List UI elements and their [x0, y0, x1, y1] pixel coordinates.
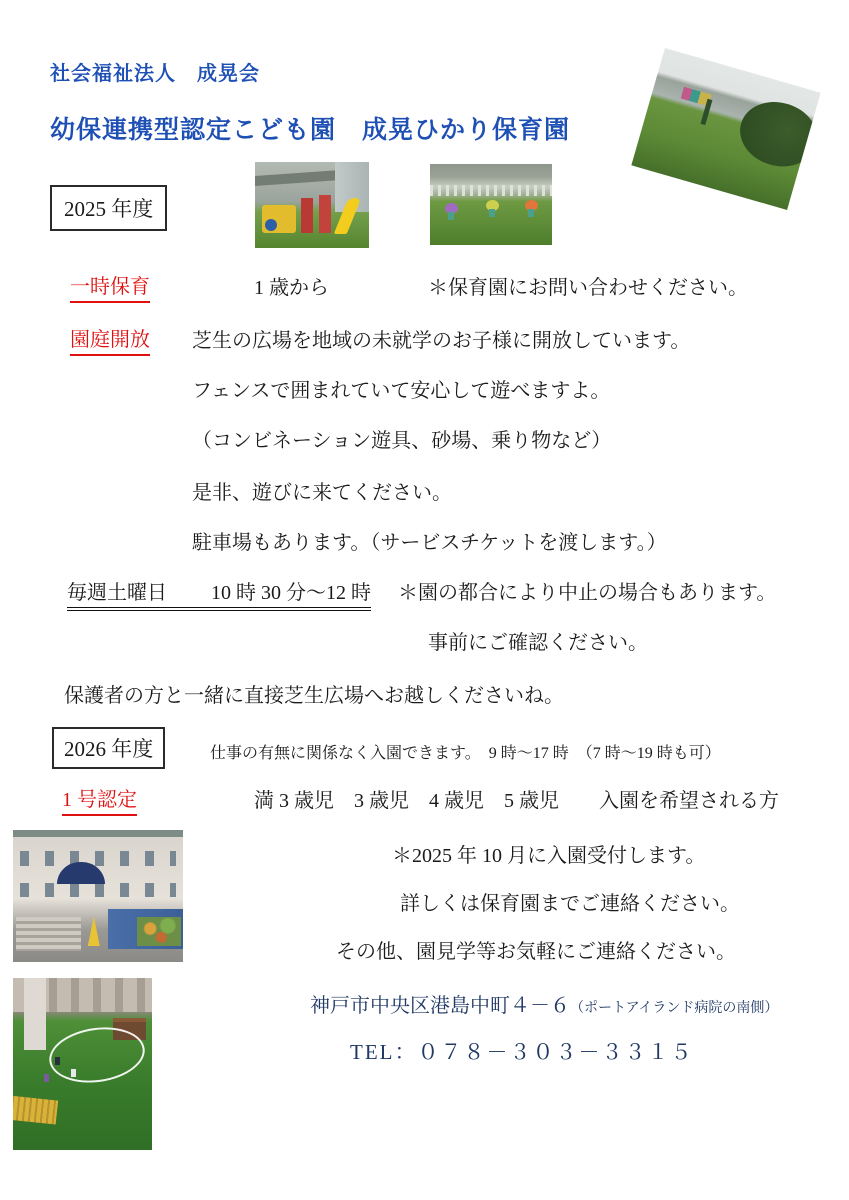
tilted-lawn-photo: [631, 48, 820, 210]
steps-shape: [16, 917, 81, 951]
tree-shape: [733, 93, 821, 175]
climb-panel-shape: [301, 198, 314, 232]
spring-rider-shape: [486, 200, 499, 211]
yellow-fence-shape: [13, 1096, 59, 1125]
reception-note: ＊2025 年 10 月に入園受付します。: [392, 845, 706, 867]
year-2026-badge: 2026 年度: [52, 727, 165, 769]
cert-type1-label: 1 号認定: [62, 783, 137, 816]
yard-open-label: 園庭開放: [70, 323, 150, 356]
yard-open-line: 駐車場もあります。（サービスチケットを渡します。）: [192, 532, 667, 554]
address-line: [310, 989, 778, 1018]
page-title: 幼保連携型認定こども園 成晃ひかり保育園: [50, 116, 571, 144]
nursery-building-photo: [13, 830, 183, 962]
playground-photo: [255, 162, 369, 248]
child-figure-shape: [71, 1069, 76, 1077]
schedule-underlined: [67, 582, 371, 611]
schedule-time: 10 時 30 分～12 時: [211, 582, 371, 604]
yellow-cone-shape: [88, 916, 100, 946]
mural-shape: [137, 917, 181, 946]
yard-open-line: フェンスで囲まれていて安心して遊べますよ。: [192, 380, 611, 402]
address-note: （ポートアイランド病院の南側）: [570, 1001, 779, 1016]
visit-note: その他、園見学等お気軽にご連絡ください。: [336, 941, 736, 963]
windows-shape: [20, 851, 176, 866]
spring-riders-photo: [430, 164, 552, 245]
windows-shape: [20, 883, 176, 898]
roof-shape: [13, 830, 183, 837]
cert-classes-line: 満 3 歳児 3 歳児 4 歳児 5 歳児 入園を希望される方: [254, 790, 779, 812]
schedule-cancel-note: ＊園の都合により中止の場合もあります。: [398, 582, 777, 604]
turf-yard-photo: [13, 978, 152, 1150]
year-2025-badge: 2025 年度: [50, 185, 167, 231]
admission-info: 仕事の有無に関係なく入園できます。 9 時～17 時 （7 時～19 時も可）: [210, 745, 721, 762]
yard-open-line: 芝生の広場を地域の未就学のお子様に開放しています。: [192, 330, 691, 352]
schedule-confirm-note: 事前にご確認ください。: [428, 632, 648, 654]
tower-shape: [24, 978, 46, 1050]
address: 神戸市中央区港島中町４－６: [310, 995, 570, 1017]
yard-open-line: 是非、遊びに来てください。: [192, 482, 452, 504]
temporary-care-label: 一時保育: [70, 270, 150, 303]
phone-number: TEL：０７８－３０３－３３１５: [350, 1040, 694, 1064]
yard-open-line: （コンビネーション遊具、砂場、乗り物など）: [192, 430, 612, 452]
saturday-schedule: [67, 576, 371, 605]
climb-panel-shape: [319, 195, 332, 233]
invite-line: 保護者の方と一緒に直接芝生広場へお越しくださいね。: [64, 685, 564, 707]
schedule-day: 毎週土曜日: [67, 582, 167, 604]
fence-shape: [430, 185, 552, 196]
temporary-care-age: 1 歳から: [254, 277, 329, 299]
child-figure-shape: [55, 1057, 60, 1065]
tunnel-shape: [265, 219, 277, 231]
organization-name: 社会福祉法人 成晃会: [50, 63, 260, 85]
spring-rider-shape: [445, 203, 458, 214]
child-figure-shape: [44, 1074, 49, 1082]
temporary-care-note: ＊保育園にお問い合わせください。: [428, 277, 748, 299]
contact-note: 詳しくは保育園までご連絡ください。: [400, 893, 740, 915]
spring-rider-shape: [525, 200, 538, 211]
